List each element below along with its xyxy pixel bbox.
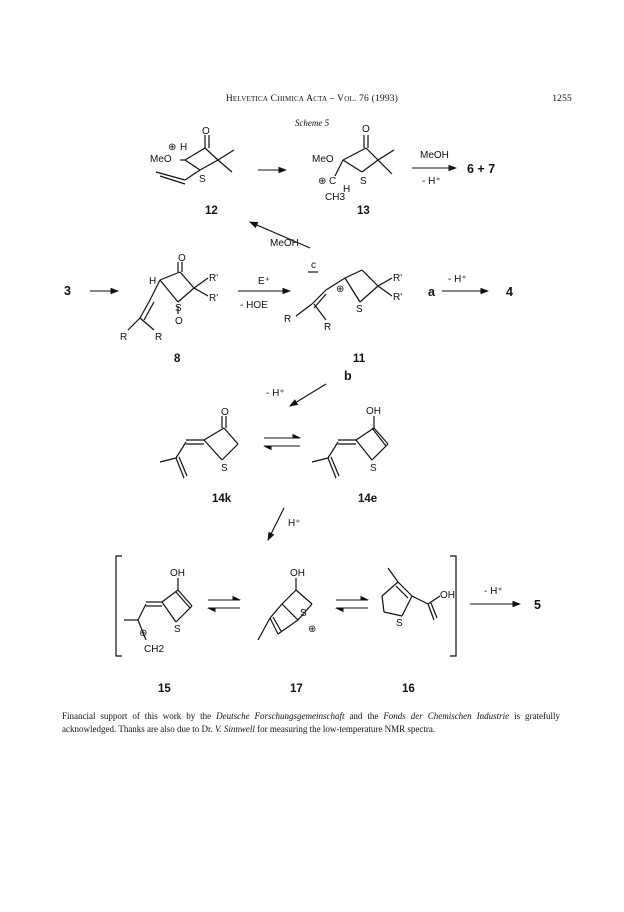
svg-text:O: O <box>175 316 183 327</box>
label-11: 11 <box>353 353 366 365</box>
label-16: 16 <box>402 683 415 695</box>
reagent-minus-h-a: - H⁺ <box>448 274 467 285</box>
structure-8 <box>120 253 218 343</box>
structure-15 <box>124 568 192 655</box>
reagent-e-plus: E⁺ <box>258 276 270 287</box>
svg-text:⊕: ⊕ <box>336 284 345 295</box>
svg-text:R': R' <box>209 273 219 284</box>
structure-12 <box>150 126 234 185</box>
svg-text:OH: OH <box>440 590 455 601</box>
path-a: a <box>428 285 435 299</box>
svg-text:H: H <box>149 276 157 287</box>
path-b: b <box>344 369 352 383</box>
label-4: 4 <box>506 285 513 299</box>
svg-text:⊕: ⊕ <box>308 624 317 635</box>
structure-13 <box>312 124 394 203</box>
reagent-minus-hoe: - HOE <box>240 300 268 311</box>
reagent-meoh-top: MeOH <box>420 150 449 161</box>
structure-16 <box>382 568 455 629</box>
label-3: 3 <box>64 284 71 298</box>
bracket-left <box>116 556 122 656</box>
scheme-caption: Scheme 5 <box>294 118 330 128</box>
svg-text:OH: OH <box>170 568 185 579</box>
label-13: 13 <box>357 205 370 217</box>
svg-text:CH3: CH3 <box>325 192 346 203</box>
svg-text:⊕: ⊕ <box>168 142 177 153</box>
structure-17 <box>258 568 316 640</box>
page-number: 1255 <box>552 94 572 104</box>
svg-text:c: c <box>311 260 316 271</box>
label-8: 8 <box>174 353 181 365</box>
svg-text:R: R <box>120 332 128 343</box>
label-14e: 14e <box>358 493 378 505</box>
svg-text:H: H <box>180 142 188 153</box>
svg-text:C: C <box>329 176 337 187</box>
svg-text:S: S <box>175 303 182 314</box>
svg-text:MeO: MeO <box>150 154 172 165</box>
label-17: 17 <box>290 683 303 695</box>
svg-text:S: S <box>300 608 307 619</box>
svg-text:S: S <box>174 624 181 635</box>
label-15: 15 <box>158 683 171 695</box>
svg-text:R': R' <box>393 273 403 284</box>
svg-text:MeO: MeO <box>312 154 334 165</box>
svg-text:R: R <box>284 314 292 325</box>
svg-text:R': R' <box>209 293 219 304</box>
svg-text:O: O <box>202 126 210 137</box>
arrow-14-15 <box>268 508 284 540</box>
reagent-minus-h-final: - H⁺ <box>484 586 503 597</box>
svg-text:S: S <box>221 463 228 474</box>
svg-text:H: H <box>343 184 351 195</box>
reagent-h-plus: H⁺ <box>288 518 301 529</box>
products-6-7: 6 + 7 <box>467 162 496 176</box>
reagent-meoh-diag: MeOH <box>270 238 299 249</box>
reagent-minus-h-top: - H⁺ <box>422 176 441 187</box>
svg-text:S: S <box>356 304 363 315</box>
svg-text:CH2: CH2 <box>144 644 165 655</box>
running-header: Helvetica Chimica Acta – Vol. 76 (1993) <box>225 94 399 104</box>
label-14k: 14k <box>212 493 232 505</box>
svg-text:OH: OH <box>366 406 381 417</box>
svg-text:R: R <box>155 332 163 343</box>
arrow-11-14k <box>290 384 326 406</box>
svg-text:S: S <box>396 618 403 629</box>
structure-14k <box>160 407 238 478</box>
svg-text:O: O <box>178 253 186 264</box>
structure-14e <box>312 406 388 478</box>
label-5: 5 <box>534 598 541 612</box>
structure-11 <box>284 260 402 333</box>
svg-text:OH: OH <box>290 568 305 579</box>
svg-text:O: O <box>221 407 229 418</box>
bracket-right <box>450 556 456 656</box>
svg-text:R': R' <box>393 292 403 303</box>
svg-text:⊕: ⊕ <box>318 176 327 187</box>
svg-text:⊕: ⊕ <box>139 628 148 639</box>
svg-text:S: S <box>360 176 367 187</box>
acknowledgement-paragraph: Financial support of this work by the Deutsche Forschungsgemeinschaft and the Fonds der Chemischen Industrie is gratefully acknowledged. Thanks are also due to Dr. V. Sinnwell for measuring the low-temperature NMR spectra. <box>62 711 560 734</box>
reagent-minus-h-b: - H⁺ <box>266 388 285 399</box>
label-12: 12 <box>205 205 218 217</box>
svg-text:S: S <box>370 463 377 474</box>
svg-text:O: O <box>362 124 370 135</box>
svg-text:S: S <box>199 174 206 185</box>
svg-text:R: R <box>324 322 332 333</box>
